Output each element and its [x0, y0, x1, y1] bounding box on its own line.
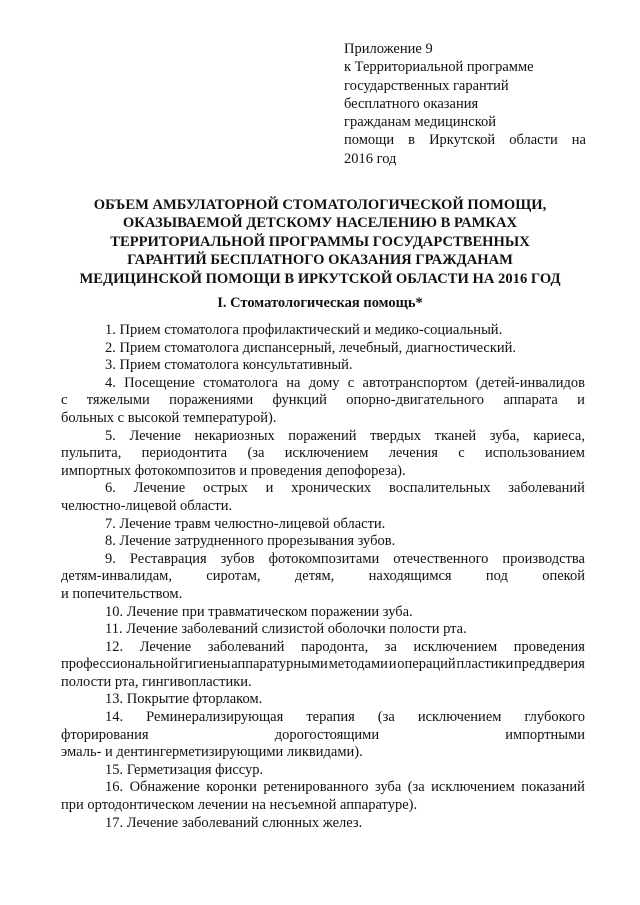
section-heading: I. Стоматологическая помощь* — [217, 295, 423, 311]
list-item-line: эмаль- и дентингерметизирующими ликвидами). — [61, 744, 363, 761]
list-item-line: 9. Реставрация зубов фотокомпозитами отечественного производства — [105, 550, 585, 567]
title-line: ОКАЗЫВАЕМОЙ ДЕТСКОМУ НАСЕЛЕНИЮ В РАМКАХ — [122, 215, 518, 232]
title-line: ТЕРРИТОРИАЛЬНОЙ ПРОГРАММЫ ГОСУДАРСТВЕННЫХ — [110, 233, 530, 250]
list-item-line: профессиональной гигиены аппаратурными методами и операций пластики преддверия — [61, 656, 585, 673]
service-list — [61, 322, 585, 832]
list-item-line: с тяжелыми поражениями функций опорно-двигательного аппарата и — [61, 392, 585, 409]
list-item — [61, 815, 585, 833]
list-item — [61, 762, 585, 780]
list-item-line: и попечительством. — [61, 585, 183, 602]
list-item — [61, 533, 585, 551]
list-item-line: 13. Покрытие фторлаком. — [105, 691, 263, 708]
list-item-line: 11. Лечение заболеваний слизистой оболочки полости рта. — [105, 621, 467, 638]
list-item-line: при ортодонтическом лечении на несъемной аппаратуре). — [61, 797, 418, 814]
list-item — [61, 604, 585, 622]
title-line: ГАРАНТИЙ БЕСПЛАТНОГО ОКАЗАНИЯ ГРАЖДАНАМ — [127, 252, 513, 269]
list-item-line: фторирования дорогостоящими импортными — [61, 726, 585, 743]
appendix-line: помощи в Иркутской области на — [344, 132, 586, 149]
list-item — [61, 621, 585, 639]
list-item-line: больных с высокой температурой). — [61, 409, 277, 426]
list-item — [61, 375, 585, 428]
list-item — [61, 340, 585, 358]
list-item-line: 5. Лечение некариозных поражений твердых тканей зуба, кариеса, — [105, 427, 585, 444]
list-item-line: 15. Герметизация фиссур. — [105, 761, 264, 778]
appendix-line: бесплатного оказания — [344, 95, 479, 112]
list-item — [61, 691, 585, 709]
list-item-line: челюстно-лицевой области. — [61, 497, 233, 514]
appendix-line: гражданам медицинской — [344, 114, 497, 131]
list-item-line: 6. Лечение острых и хронических воспалительных заболеваний — [105, 480, 585, 497]
list-item-line: 16. Обнажение коронки ретенированного зуба (за исключением показаний — [105, 779, 585, 796]
list-item-line: 4. Посещение стоматолога на дому с автотранспортом (детей-инвалидов — [105, 374, 585, 391]
list-item-line: 14. Реминерализирующая терапия (за исключением глубокого — [105, 709, 585, 726]
list-item-line: 12. Лечение заболеваний пародонта, за исключением проведения — [105, 638, 585, 655]
appendix-line: к Территориальной программе — [344, 59, 534, 76]
appendix-note — [344, 40, 586, 168]
list-item — [61, 551, 585, 604]
list-item — [61, 779, 585, 814]
list-item-line: 2. Прием стоматолога диспансерный, лечебный, диагностический. — [105, 339, 517, 356]
list-item-line: 1. Прием стоматолога профилактический и медико-социальный. — [105, 322, 503, 338]
list-item-line: импортных фотокомпозитов и проведения депофореза). — [61, 462, 406, 479]
list-item — [61, 480, 585, 515]
list-item-line: 7. Лечение травм челюстно-лицевой области. — [105, 515, 386, 532]
title-line: ОБЪЕМ АМБУЛАТОРНОЙ СТОМАТОЛОГИЧЕСКОЙ ПОМОЩИ, — [93, 197, 547, 213]
list-item-line: 8. Лечение затрудненного прорезывания зубов. — [105, 533, 396, 550]
list-item — [61, 516, 585, 534]
list-item — [61, 357, 585, 375]
list-item — [61, 639, 585, 692]
list-item-line: 10. Лечение при травматическом поражении зуба. — [105, 603, 413, 620]
list-item-line: 17. Лечение заболеваний слюнных желез. — [105, 814, 363, 831]
appendix-line: государственных гарантий — [344, 77, 509, 94]
appendix-line: Приложение 9 — [344, 41, 433, 57]
list-item — [61, 709, 585, 762]
list-item-line: 3. Прием стоматолога консультативный. — [105, 357, 353, 374]
list-item-line: детям-инвалидам, сиротам, детям, находящимся под опекой — [61, 568, 585, 585]
list-item-line: пульпита, периодонтита (за исключением лечения с использованием — [61, 445, 585, 462]
list-item — [61, 322, 585, 340]
list-item — [61, 428, 585, 481]
title-line: МЕДИЦИНСКОЙ ПОМОЩИ В ИРКУТСКОЙ ОБЛАСТИ НА 2016 ГОД — [79, 270, 561, 287]
appendix-line: 2016 год — [344, 150, 397, 167]
document-title — [40, 196, 600, 288]
list-item-line: полости рта, гингивопластики. — [61, 673, 252, 690]
